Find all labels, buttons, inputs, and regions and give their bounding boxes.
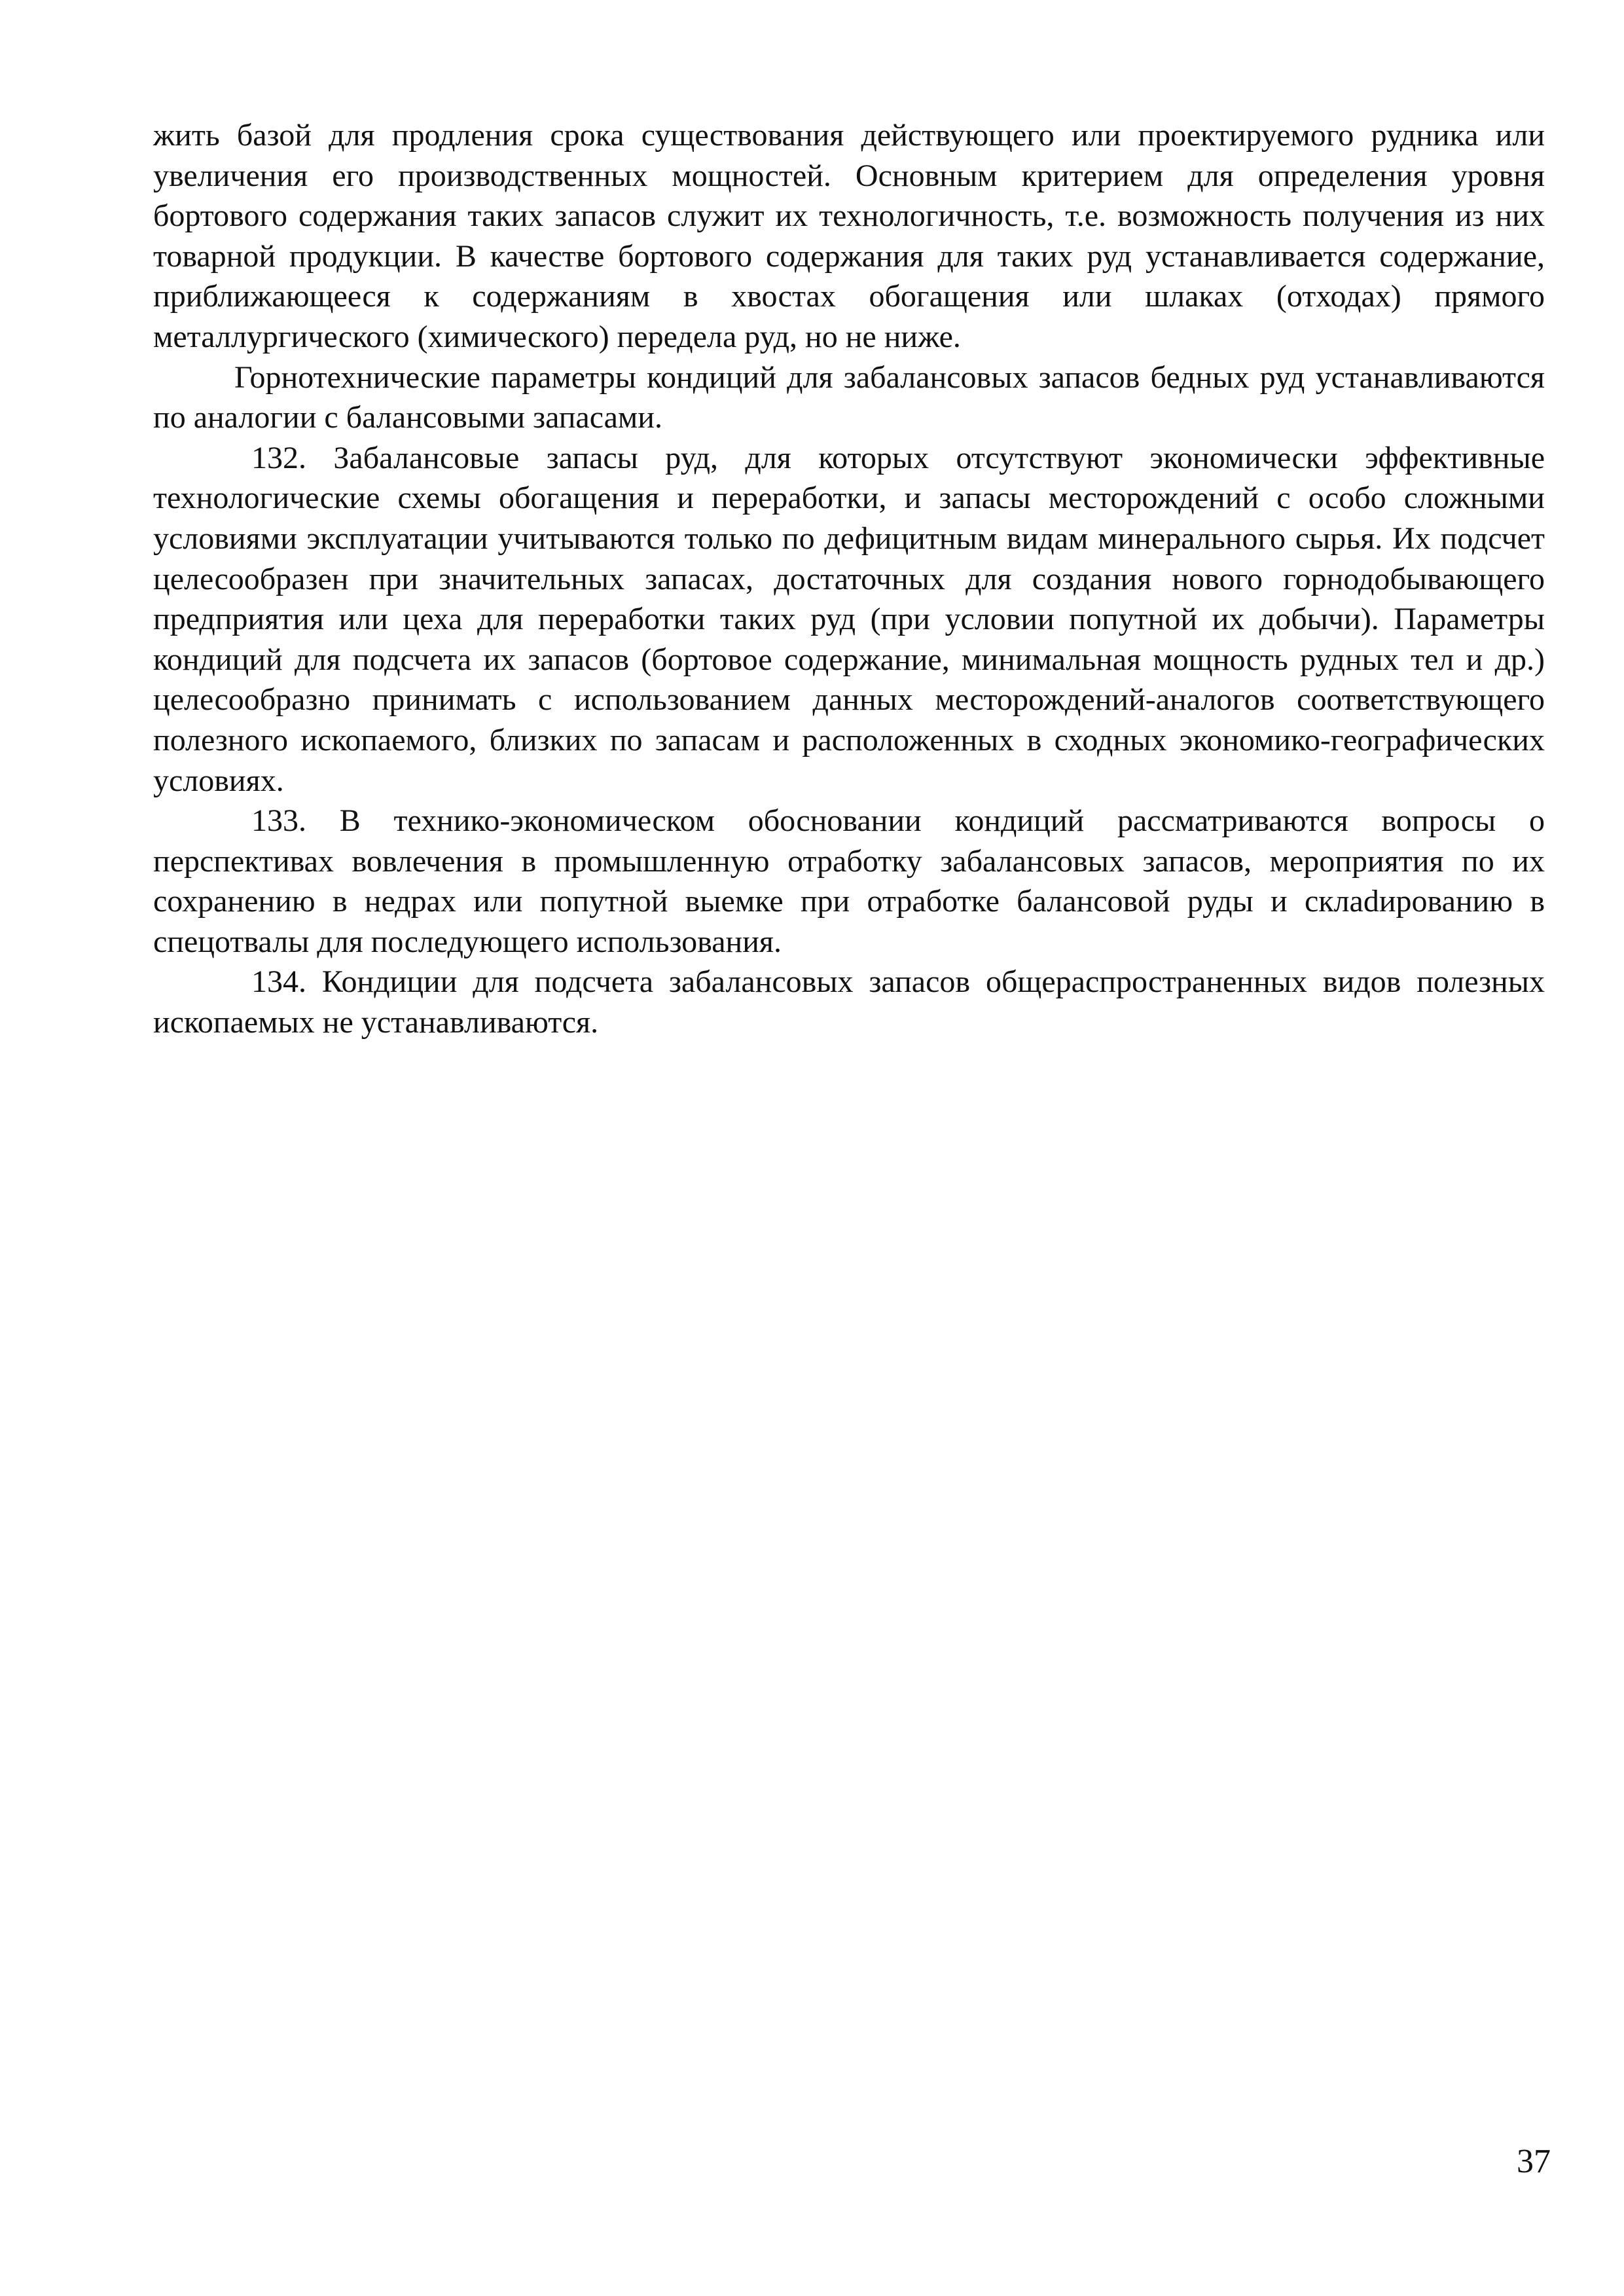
paragraph-mining-parameters: Горнотехнические параметры кондиций для забалансовых запасов бедных руд устанавливаются по аналогии с балансовыми запасами. [153,359,1545,435]
paragraph-continuation: жить базой для продления срока существования действующего или проектируемого рудника или увеличения его производственных мощностей. Основным критерием для определения уровня бортового содержания таких запасов служит их технологичность, т.е. возможность получения из них товарной продукции. В качестве бортового содержания для таких руд устанавливается содержание, приближающееся к содержаниям в хвостах обогащения или шлаках (отходах) прямого металлургического (химического) передела руд, но не ниже. [153,118,1545,354]
body-text [153,115,1545,1043]
page-number: 37 [1517,2143,1551,2180]
paragraph-132: 132. Забалансовые запасы руд, для которых отсутствуют экономически эффективные технологические схемы обогащения и переработки, и запасы месторождений с особо сложными условиями эксплуатации учитываются только по дефицитным видам минерального сырья. Их подсчет целесообразен при значительных запасах, достаточных для создания нового горнодобывающего предприятия или цеха для переработки таких руд (при условии попутной их добычи). Параметры кондиций для подсчета их запасов (бортовое содержание, минимальная мощность рудных тел и др.) целесообразно принимать с использованием данных месторождений-аналогов соответствующего полезного ископаемого, близких по запасам и расположенных в сходных экономико-географических условиях. [153,440,1545,798]
paragraph-133: 133. В технико-экономическом обосновании кондиций рассматриваются вопросы о перспективах вовлечения в промышленную отработку забалансовых запасов, мероприятия по их сохранению в недрах или попутной выемке при отработке балансовой руды и склаdированию в спецотвалы для последующего использования. [153,803,1545,959]
paragraph-134: 134. Кондиции для подсчета забалансовых запасов общераспространенных видов полезных ископаемых не устанавливаются. [153,964,1545,1040]
